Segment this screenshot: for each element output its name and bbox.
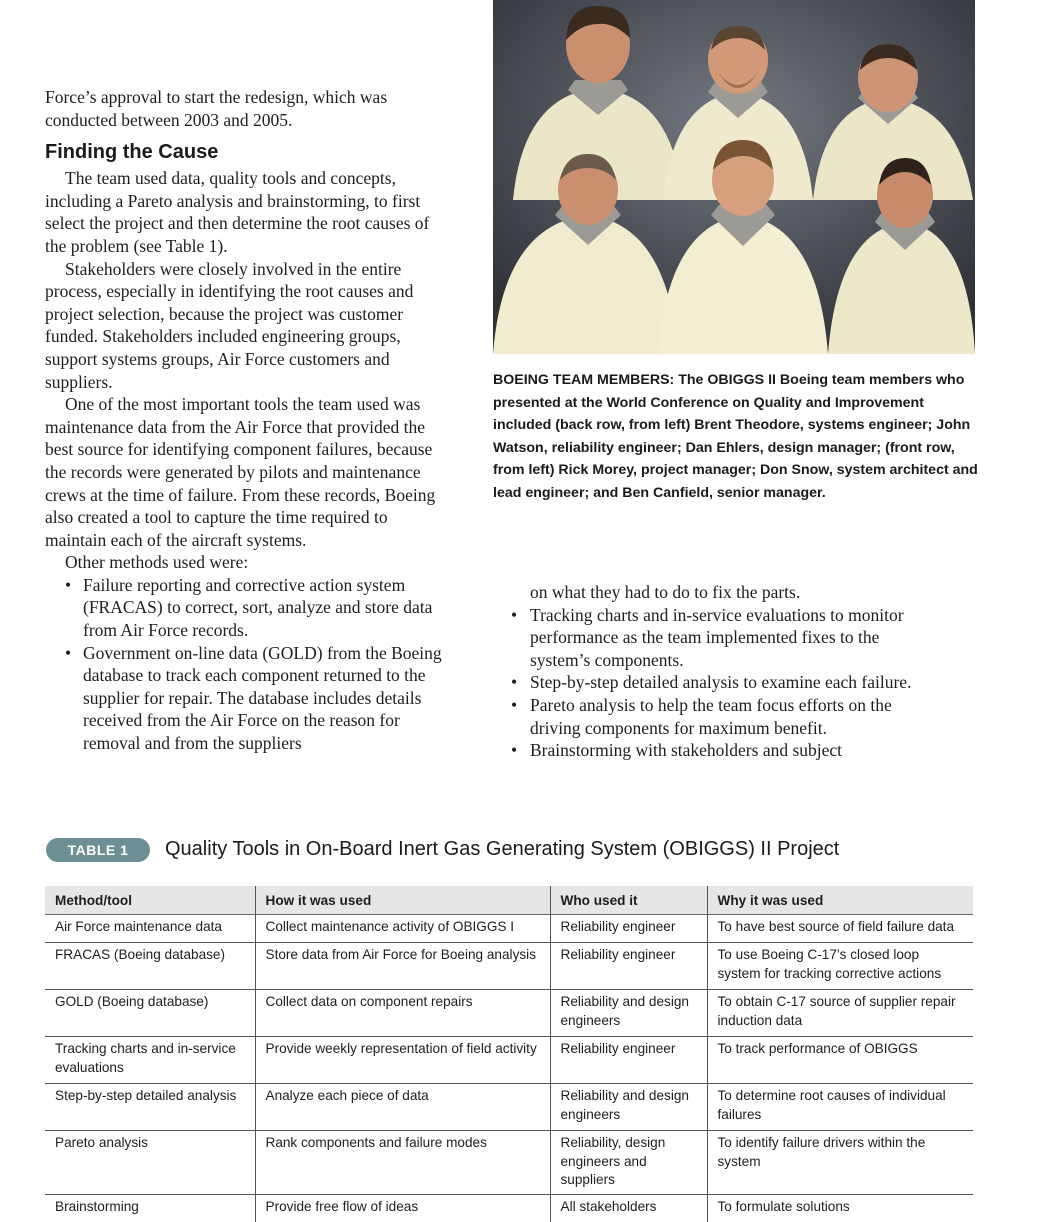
table-cell: Collect data on component repairs (255, 990, 550, 1037)
table-cell: Tracking charts and in-service evaluations (45, 1037, 255, 1084)
table-cell: Rank components and failure modes (255, 1131, 550, 1195)
continuation-line: on what they had to do to fix the parts. (530, 582, 801, 602)
table-cell: Reliability and design engineers (550, 1084, 707, 1131)
table-row (45, 1084, 973, 1131)
table-row (45, 1194, 973, 1222)
table-cell: Step-by-step detailed analysis (45, 1084, 255, 1131)
table-cell: Pareto analysis (45, 1131, 255, 1195)
table-cell: To obtain C-17 source of supplier repair induction data (707, 990, 973, 1037)
intro-paragraph: Force’s approval to start the redesign, which was conducted between 2003 and 2005. (45, 87, 388, 130)
photo-caption: BOEING TEAM MEMBERS: The OBIGGS II Boeing team members who presented at the World Conference on Quality and Improvement included (back row, from left) Brent Theodore, systems engineer; John Watson, reliability engineer; Dan Ehlers, design manager; (front row, from left) Rick Morey, project manager; Don Snow, system architect and lead engineer; and Ben Canfield, senior manager. (493, 372, 978, 501)
table-cell: Analyze each piece of data (255, 1084, 550, 1131)
table-title: Quality Tools in On-Board Inert Gas Generating System (OBIGGS) II Project (165, 838, 840, 860)
paragraph: Other methods used were: (65, 552, 249, 573)
table-cell: Reliability, design engineers and suppliers (550, 1131, 707, 1195)
section-heading: Finding the Cause (45, 141, 219, 164)
team-photo (493, 0, 975, 354)
paragraph: The team used data, quality tools and concepts, including a Pareto analysis and brainstorming, to first select the project and then determine the root causes of the problem (see Table 1). (45, 168, 430, 256)
column-header: Method/tool (45, 886, 255, 915)
table-cell: Brainstorming (55, 1198, 139, 1214)
table-cell: Provide free flow of ideas (255, 1194, 550, 1222)
table-cell: To use Boeing C-17’s closed loop system for tracking corrective actions (707, 943, 973, 990)
paragraph: Stakeholders were closely involved in the entire process, especially in identifying the root causes and project selection, because the project was customer funded. Stakeholders included engineering groups, support systems groups, Air Force customers and suppliers. (45, 258, 414, 392)
table-cell: Reliability and design engineers (550, 990, 707, 1037)
table-cell: Collect maintenance activity of OBIGGS I (255, 915, 550, 943)
right-text-column (510, 581, 920, 762)
quality-tools-table (45, 886, 973, 1222)
table-row (45, 915, 973, 943)
bullet-item: • Brainstorming with stakeholders and subject (510, 739, 920, 762)
table-cell: Air Force maintenance data (45, 915, 255, 943)
table-cell: To determine root causes of individual failures (707, 1084, 973, 1131)
table-cell: To track performance of OBIGGS (707, 1037, 973, 1084)
bullet-item: • Tracking charts and in-service evaluations to monitor performance as the team implemented fixes to the system’s components. (510, 604, 920, 672)
table-cell: Store data from Air Force for Boeing analysis (255, 943, 550, 990)
paragraph: One of the most important tools the team used was maintenance data from the Air Force that provided the best source for identifying component failures, because the records were generated by pilots and maintenance crews at the time of failure. From these records, Boeing also created a tool to capture the time required to maintain each of the aircraft systems. (45, 394, 436, 550)
table-cell: Provide weekly representation of field activity (255, 1037, 550, 1084)
bullet-list (510, 604, 920, 762)
table-row (45, 1037, 973, 1084)
table-row (45, 990, 973, 1037)
table-cell: To have best source of field failure data (707, 915, 973, 943)
bullet-item: • Step-by-step detailed analysis to examine each failure. (510, 671, 920, 694)
table-cell: GOLD (Boeing database) (45, 990, 255, 1037)
table-row (45, 943, 973, 990)
column-header: Who used it (550, 886, 707, 915)
bullet-item: • Pareto analysis to help the team focus efforts on the driving components for maximum benefit. (510, 694, 920, 739)
table-cell: FRACAS (Boeing database) (45, 943, 255, 990)
table-cell: Reliability engineer (550, 943, 707, 990)
table-header-row (45, 886, 973, 915)
table-cell: Reliability engineer (550, 915, 707, 943)
table-cell: To formulate solutions (707, 1194, 973, 1222)
column-header: How it was used (255, 886, 550, 915)
table-cell: To identify failure drivers within the system (707, 1131, 973, 1195)
table-row (45, 1131, 973, 1195)
table-label-badge: TABLE 1 (46, 838, 150, 862)
table-cell: All stakeholders (550, 1194, 707, 1222)
table-cell: Reliability engineer (550, 1037, 707, 1084)
left-text-column (45, 86, 453, 755)
column-header: Why it was used (707, 886, 973, 915)
bullet-item: • Government on-line data (GOLD) from the Boeing database to track each component returned to the supplier for repair. The database includes details received from the Air Force on the reason for removal and from the suppliers (45, 642, 453, 755)
bullet-item: • Failure reporting and corrective action system (FRACAS) to correct, sort, analyze and store data from Air Force records. (45, 574, 453, 642)
bullet-list (45, 574, 453, 755)
